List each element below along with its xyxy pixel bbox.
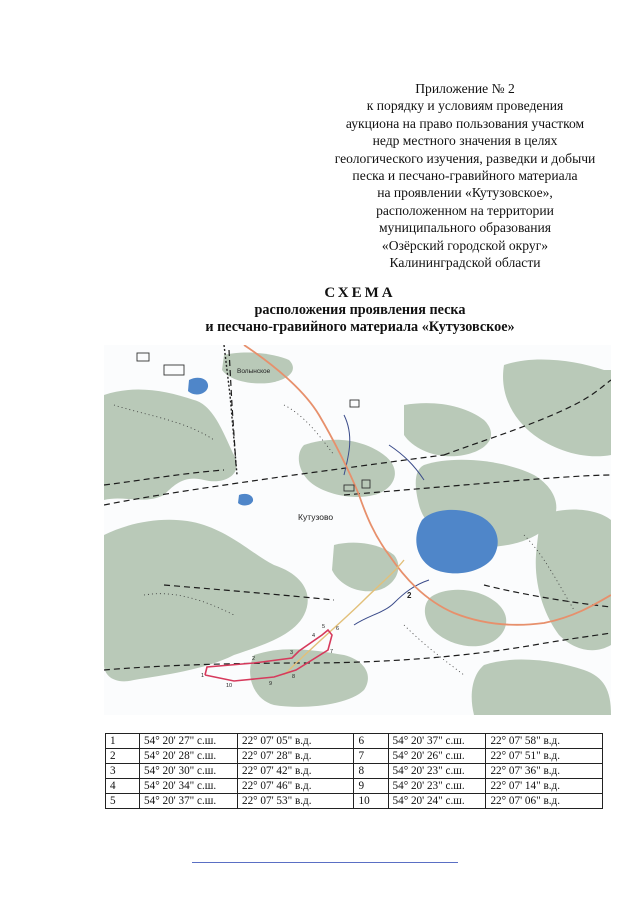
appendix-line: на проявлении «Кутузовское», [377,185,553,201]
appendix-line: «Озёрский городской округ» [381,237,549,253]
site-map [104,345,611,715]
point-number: 5 [106,794,140,809]
scheme-subtitle-line1: расположения проявления песка [254,302,466,318]
point-number: 6 [354,734,388,749]
table-row [106,779,603,794]
appendix-line: муниципального образования [378,220,552,236]
boundary-point-label: 2 [252,656,256,662]
boundary-point-label: 4 [312,633,316,639]
longitude-cell: 22° 07' 53" в.д. [237,794,354,809]
appendix-line: недр местного значения в целях [372,133,558,149]
longitude-cell: 22° 07' 58" в.д. [486,734,603,749]
scheme-subtitle-line2: и песчано-гравийного материала «Кутузовское» [205,319,515,335]
longitude-cell: 22° 07' 06" в.д. [486,794,603,809]
latitude-cell: 54° 20' 30" с.ш. [140,764,238,779]
latitude-cell: 54° 20' 27" с.ш. [140,734,238,749]
lake [416,510,497,574]
longitude-cell: 22° 07' 46" в.д. [237,779,354,794]
point-number: 1 [106,734,140,749]
latitude-cell: 54° 20' 23" с.ш. [388,779,486,794]
boundary-point-label: 5 [322,624,326,630]
scheme-title [150,284,570,336]
table-row [106,794,603,809]
appendix-line: геологического изучения, разведки и добычи [334,150,596,166]
latitude-cell: 54° 20' 37" с.ш. [140,794,238,809]
appendix-header [300,80,630,271]
point-number: 10 [354,794,388,809]
table-row [106,749,603,764]
boundary-point-label: 7 [330,649,334,655]
point-number: 4 [106,779,140,794]
latitude-cell: 54° 20' 37" с.ш. [388,734,486,749]
map-label-point-2: 2 [407,591,412,600]
scheme-heading: СХЕМА [324,285,396,301]
point-number: 8 [354,764,388,779]
appendix-line: расположенном на территории [376,202,554,218]
point-number: 9 [354,779,388,794]
point-number: 3 [106,764,140,779]
appendix-line: аукциона на право пользования участком [345,115,585,131]
boundary-point-label: 3 [290,650,294,656]
boundary-point-label: 9 [269,681,273,687]
latitude-cell: 54° 20' 34" с.ш. [140,779,238,794]
table-row [106,734,603,749]
longitude-cell: 22° 07' 28" в.д. [237,749,354,764]
appendix-line: песка и песчано-гравийного материала [352,168,578,184]
table-row [106,764,603,779]
longitude-cell: 22° 07' 36" в.д. [486,764,603,779]
longitude-cell: 22° 07' 42" в.д. [237,764,354,779]
boundary-point-label: 8 [292,674,296,680]
longitude-cell: 22° 07' 14" в.д. [486,779,603,794]
map-label-village: Кутузово [298,512,334,522]
latitude-cell: 54° 20' 24" с.ш. [388,794,486,809]
map-label-village-top: Волынское [237,368,271,375]
appendix-line: к порядку и условиям проведения [366,98,564,114]
bottom-divider [192,862,458,863]
longitude-cell: 22° 07' 51" в.д. [486,749,603,764]
appendix-line: Приложение № 2 [415,81,515,96]
boundary-point-label: 6 [336,626,340,632]
latitude-cell: 54° 20' 28" с.ш. [140,749,238,764]
appendix-line: Калининградской области [389,255,541,271]
longitude-cell: 22° 07' 05" в.д. [237,734,354,749]
point-number: 2 [106,749,140,764]
point-number: 7 [354,749,388,764]
coordinates-table [105,733,603,809]
boundary-point-label: 1 [201,673,205,679]
latitude-cell: 54° 20' 26" с.ш. [388,749,486,764]
latitude-cell: 54° 20' 23" с.ш. [388,764,486,779]
boundary-point-label: 10 [226,683,233,689]
